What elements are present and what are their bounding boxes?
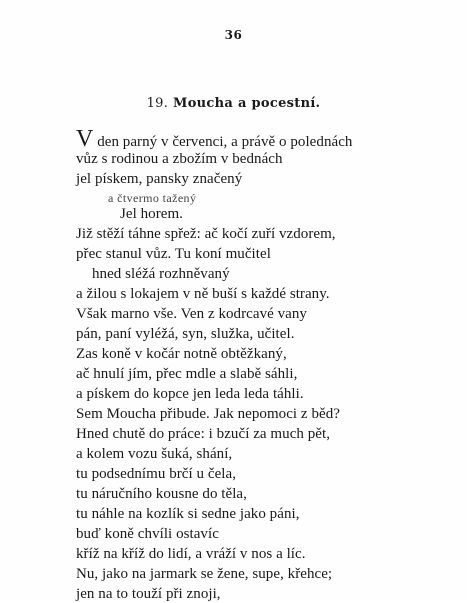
poem-line: ač hnulí jím, přec mdle a slabě sáhli, xyxy=(76,366,298,382)
poem-line: Však marno vše. Ven z kodrcavé vany xyxy=(76,306,307,322)
poem-line: Nu, jako na jarmark se žene, supe, křehce; xyxy=(76,566,333,582)
poem-title-text: Moucha a pocestní. xyxy=(173,96,321,111)
poem-line: přec stanul vůz. Tu koní mučitel xyxy=(76,246,271,262)
poem-line: buď koně chvíli ostavíc xyxy=(76,526,219,542)
poem-line: Hned chutě do práce: i bzučí za much pět, xyxy=(76,426,331,442)
poem-line: tu náručního kousne do těla, xyxy=(76,486,247,502)
poem-number: 19. xyxy=(146,96,169,111)
poem-line: jen na to touží při znoji, xyxy=(76,586,221,602)
poem-line: a žilou s lokajem v ně buší s každé strany. xyxy=(76,286,330,302)
poem-line: Jel horem. xyxy=(120,206,183,222)
poem-line: jel pískem, pansky značený xyxy=(76,171,243,187)
poem-line: tu podsednímu brčí u čela, xyxy=(76,466,237,482)
poem-line: a čtvermo tažený xyxy=(108,191,197,205)
poem-line: Již stěží táhne spřež: ač kočí zuří vzdorem, xyxy=(76,226,336,242)
poem-line: kříž na kříž do lidí, a vráží v nos a líc. xyxy=(76,546,306,562)
page-number: 36 xyxy=(224,28,243,42)
poem-line: Sem Moucha přibude. Jak nepomoci z běd? xyxy=(76,406,340,422)
poem-title xyxy=(0,96,467,111)
poem-line: hned sléžá rozhněvaný xyxy=(92,266,230,282)
poem-line: pán, paní vyléžá, syn, služka, učitel. xyxy=(76,326,295,342)
poem-line: a pískem do kopce jen leda leda táhli. xyxy=(76,386,304,402)
poem-line: a kolem vozu šuká, shání, xyxy=(76,446,233,462)
poem-line: tu náhle na kozlík si sedne jako páni, xyxy=(76,506,300,522)
poem-line: vůz s rodinou a zbožím v bednách xyxy=(76,151,283,167)
poem-line: Zas koně v kočár notně obtěžkaný, xyxy=(76,346,287,362)
poem-line: V den parný v červenci, a právě o polednách xyxy=(76,126,353,152)
